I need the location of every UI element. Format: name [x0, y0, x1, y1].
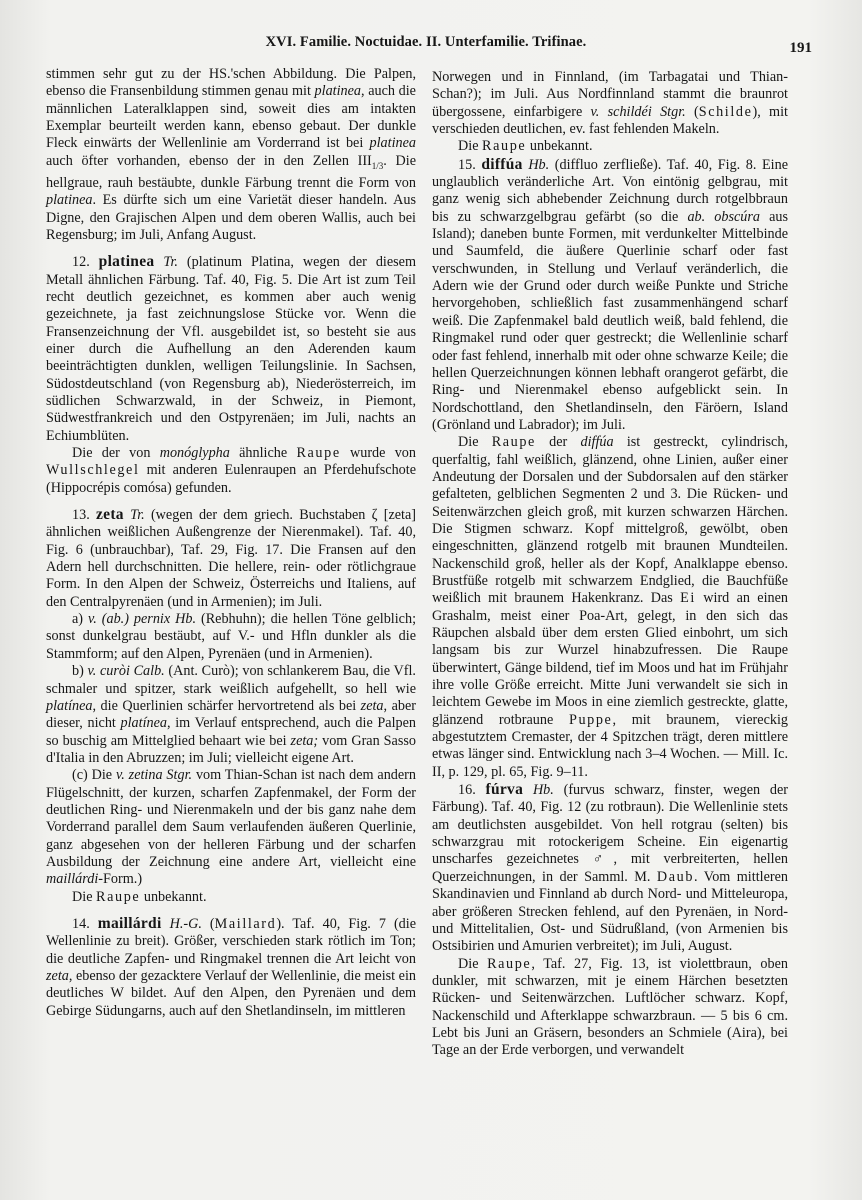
paragraph-r5: 16. fúrva Hb. (furvus schwarz, finster, wegen der Färbung). Taf. 40, Fig. 12 (zu rotbraun). Die Wellenlinie stets am deutlichsten ausgebildet. Von hell rotgrau (selten) bis schwarzgrau mit rotockerigem Scheine. Ein eigenartig unscharfes gezeichnetes ♂, mit verbreiterten, hellen Querzeichnungen, in der Samml. M. Daub. Vom mittleren Skandinavien und Finnland ab durch Nord- und Mitteleuropa, aber größeren Strecken fehlend, auf den Pyrenäen, in Nord- und Mittelitalien, Ost- und Südrußland, (von Armenien bis Ostsibirien und Amurien verbreitet); im Juli, August. — [432, 781, 788, 955]
paragraph-l1: stimmen sehr gut zu der HS.'schen Abbildung. Die Palpen, ebenso die Fransenbildung stimmen genau mit platinea, auch die männlichen Lateralklappen sind, soweit dies am intakten Exemplar beurteilt werden kann, ebenso gebaut. Der dunkle Fleck einwärts der Wellenlinie am Vorderrand ist bei platinea auch öfter vorhanden, ebenso der in den Zellen $III_{1/3}$. Die hellgraue, rauh bestäubte, dunkle Färbung trennt die Form von platinea. Es dürfte sich um eine Varietät dieser handeln. Aus Digne, den Grajischen Alpen und dem oberen Wallis, auch bei Regensburg; im Juli, Anfang August. — [46, 66, 416, 243]
paragraph-r3: 15. diffúa Hb. (diffluo zerfließe). Taf. 40, Fig. 8. Eine unglaublich veränderliche Art. Von eintönig gelbgrau, mit ganz wenig sich abhebender Zeichnung durch rotgelbbraun bis zu schwarzgelbgrau gefärbt (so die ab. obscúra aus Island); daneben bunte Formen, mit verdunkelter Mittelbinde und Saumfeld, die äußere Querlinie scharf oder fast verschwunden, in Stellung und Verlauf veränderlich, die Adern wie der Grund oder durch weiße Punkte und Striche hervorgehoben, schließlich fast zusammenhängend scharf weiß. Die Zapfenmakel bald deutlich weiß, bald fehlend, die Ringmakel rund oder quer gestreckt; die Wellenlinie scharf oder fast fehlend, innerhalb mit oder ohne schwarze Keile; die hellen Querzeichnungen können lebhaft orangerot gefärbt, die Ring- und Nierenmakel ebenso aufgeblickt sein. In Nordschottland, den Shetlandinseln, den Färöern, Island (Grönland und Labrador); im Juli. — [432, 155, 789, 433]
paragraph-r2: Die Raupe unbekannt. — [458, 138, 593, 155]
header-title: XVI. Familie. Noctuidae. II. Unterfamilie. Trifinae. — [265, 34, 587, 50]
paragraph-r4: Die Raupe der diffúa ist gestreckt, cylindrisch, querfaltig, fahl weißlich, glänzend, ohne Linien, außer einer Andeutung der Dorsalen und der Subdorsalen auf den stärker gefalteten, gelblichen Segmenten 2 und 3. Die Rücken- und Seitenwärzchen gleich groß, mit kurzen schwarzen Härchen. Die Stigmen schwarz. Kopf mittelgroß, gewölbt, oben eingeschnitten, glänzend rotgelb mit braunen Mundteilen. Nackenschild groß, heller als der Kopf, Analklappe ebenso. Brustfüße rotgelb mit schwarzem Endglied, die Bauchfüße weißlich mit braunem Hakenkranz. Das Ei wird an einen Grashalm, meist einer Poa-Art, gelegt, in den sich das Räupchen alsbald über dem ersten Glied einbohrt, um sich langsam bis zur Wurzel hinabzufressen. Die Raupe überwintert, Gänge bildend, tief im Moos und hat im Frühjahr ihre volle Größe erreicht. Mitte Juni verwandelt sie sich in leichtem Gewebe im Moos in eine ziemlich gestreckte, glatte, glänzend rotbraune Puppe, mit braunem, viereckig abgestutztem Cremaster, der 4 Spitzchen trägt, deren mittlere etwas länger sind. Entwicklung nach 3–4 Wochen. — Mill. Ic. II, p. 129, pl. 65, Fig. 9–11. — [432, 434, 788, 780]
paragraph-l2: 12. platinea Tr. (platinum Platina, wegen der diesem Metall ähnlichen Färbung. Taf. 40, Fig. 5. Die Art ist zum Teil recht deutlich gezeichnet, es kommen aber auch wenig gezeichnete, ja fast zeichnungslose Stücke vor. Wenn die Fransenzeichnung der Vfl. ausgebildet ist, so besteht sie aus einer durch die Aufhellung an den Aderenden kaum beeinträchtigten dunklen, welligen Teilungslinie. In Sachsen, Südostdeutschland (von Regensburg ab), Niederösterreich, im südlichen Schwarzwald, in der Schweiz, in Piemont, Südwestfrankreich und den Ostpyrenäen; im Juli, nachts an Echiumblüten. — [46, 253, 417, 444]
paragraph-r1: Norwegen und in Finnland, (im Tarbagatai und Thian-Schan?); im Juli. Aus Nordfinnland stammt die braunrot übergossene, einfarbigere v. schildéi Stgr. (Schilde), mit verschieden deutlichen, ev. fast fehlenden Makeln. — [432, 69, 788, 138]
paragraph-l4: 13. zeta Tr. (wegen der dem griech. Buchstaben ζ [zeta] ähnlichen weißlichen Außengrenze der Nierenmakel). Taf. 40, Fig. 6 (unbrauchbar), Taf. 29, Fig. 17. Die Fransen auf den Adern hell durchschnitten. Die hellere, rein- oder rötlichgraue Form. In den Alpen der Schweiz, Österreichs und Italiens, auf den Centralpyrenäen (und in Armenien); im Juli. — [46, 506, 417, 610]
paragraph-r6: Die Raupe, Taf. 27, Fig. 13, ist violettbraun, oben dunkler, mit schwarzen, mit je einem Härchen besetzten Rücken- und Seitenwärzchen. Luftlöcher schwarz. Kopf, Nackenschild und Afterklappe schwarzbraun. — 5 bis 6 cm. Lebt bis Juni an Gräsern, besonders an Schmiele (Aira), bei Tage an der Erde verborgen, und verwandelt — [432, 955, 788, 1059]
paragraph-l3: Die der von monóglypha ähnliche Raupe wurde von Wullschlegel mit anderen Eulenraupen an Pferdehufschote (Hippocrépis comósa) gefunden. — [46, 445, 416, 496]
page-number: 191 — [789, 40, 812, 56]
paragraph-l5: a) v. (ab.) pernix Hb. (Rebhuhn); die hellen Töne gelblich; sonst dunkelgrau bestäubt, auf V.- und Hfln dunkler als die Stammform; auf den Alpen, Pyrenäen (und in Armenien). — [46, 611, 417, 662]
paragraph-l9: 14. maillárdi H.-G. (Maillard). Taf. 40, Fig. 7 (die Wellenlinie zu breit). Größer, verschieden stark rötlich im Ton; die deutliche Zapfen- und Ringmakel trennen die Art leicht von zeta, ebenso der gezacktere Verlauf der Wellenlinie, die meist ein deutliches W bildet. Auf den Alpen, den Pyrenäen und dem Gebirge Südungarns, auch auf den Shetlandinseln, im mittleren — [46, 914, 417, 1019]
paragraph-l6: b) v. curòi Calb. (Ant. Curò); von schlankerem Bau, die Vfl. schmaler und spitzer, stark weißlich aufgehellt, so hell wie platínea, die Querlinien schärfer hervortretend als bei zeta, aber dieser, nicht platínea, im Verlauf entsprechend, auch die Palpen so buschig am Mittelglied behaart wie bei zeta; vom Gran Sasso d'Italia in den Abruzzen; im Juli; vielleicht eigene Art. — [46, 663, 416, 766]
left-column — [46, 66, 416, 1020]
running-header — [40, 34, 812, 60]
paragraph-l8: Die Raupe unbekannt. — [72, 888, 207, 905]
column-gutter — [424, 62, 425, 1062]
paragraph-l7: (c) Die v. zetina Stgr. vom Thian-Schan ist nach dem andern Flügelschnitt, der kurzen, scharfen Zapfenmakel, der Form der deutlichen Ring- und Nierenmakeln und der bis ganz nahe dem Vorderrand parallel dem Saum verlaufenden äußeren Querlinie, ganz abgesehen von der helleren Färbung und der scharfen Ausbildung der Zeichnung eine andere Art, vielleicht eine maillárdi-Form.) — [46, 767, 416, 888]
right-column — [432, 69, 788, 1060]
